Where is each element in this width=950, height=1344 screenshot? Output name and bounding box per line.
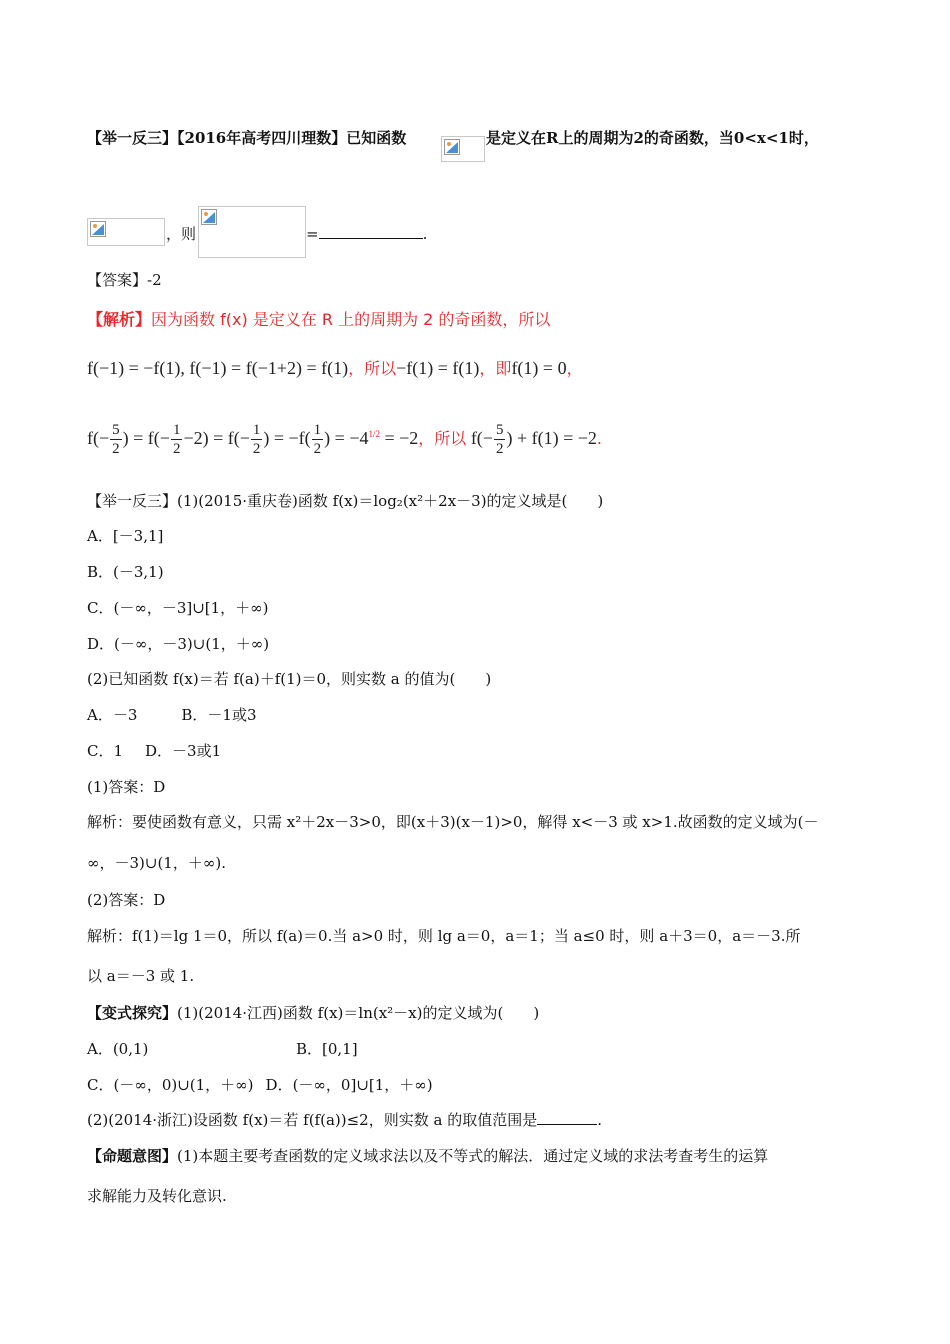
- example1-line1: [87, 128, 406, 148]
- variant-options-cd: C．(－∞，0)∪(1，＋∞) D．(－∞，0]∪[1，＋∞): [87, 1076, 433, 1094]
- intent-tag: 【命题意图】: [87, 1147, 178, 1165]
- q2-options-ab: A．－3 B．－1或3: [87, 706, 257, 724]
- then-text: ，则: [166, 225, 197, 243]
- intent-line1: 【命题意图】(1)本题主要考查函数的定义域求法以及不等式的解法．通过定义域的求法考查考生的运算: [87, 1147, 769, 1165]
- option-b: B．(－3,1): [87, 563, 164, 581]
- option-a: A．[－3,1]: [87, 527, 164, 545]
- answer-blank: [537, 1110, 597, 1125]
- answer1: 【答案】-2: [87, 271, 162, 289]
- explanation2-line1: 解析：f(1)＝lg 1＝0，所以 f(a)＝0.当 a>0 时，则 lg a＝0，a＝1；当 a≤0 时，则 a＋3＝0，a＝－3.所: [87, 927, 801, 945]
- analysis1-line2: f(− $\frac{5}{2}$ ) = f(− $\frac{1}{2}$ −2) = f(− $\frac{1}{2}$ ) = −f( $\frac{1}{2}$ ) = $-4^{1/2} = -2$，所以 f(− $\frac{5}{2}$ ) + f(1) = −2.: [87, 422, 602, 458]
- formula-image-placeholder: [87, 218, 165, 246]
- explanation1-line2: ∞，－3)∪(1，＋∞).: [87, 854, 226, 872]
- broken-image-icon: [444, 139, 460, 155]
- example1-tag: 【举一反三】【2016年高考四川理数】已知函数: [87, 129, 407, 147]
- example2-title: 【举一反三】(1)(2015·重庆卷)函数 f(x)＝log₂(x²＋2x－3)的定义域是( ): [87, 492, 604, 510]
- answer-blank-line: = .: [306, 225, 428, 243]
- variant-option-b: B．[0,1]: [296, 1040, 358, 1058]
- broken-image-icon: [201, 209, 217, 225]
- answer-part2: (2)答案：D: [87, 891, 166, 909]
- variant-options-ab: A．(0,1): [87, 1040, 149, 1058]
- question2: (2)已知函数 f(x)＝若 f(a)＋f(1)＝0，则实数 a 的值为( ): [87, 670, 492, 688]
- variant-tag: 【变式探究】: [87, 1004, 178, 1022]
- answer-blank: [319, 224, 423, 239]
- explanation1-line1: 解析：要使函数有意义，只需 x²＋2x－3>0，即(x＋3)(x－1)>0，解得 x<－3 或 x>1.故函数的定义域为(－: [87, 813, 819, 831]
- analysis-tag: 【解析】: [87, 310, 152, 329]
- formula-image-placeholder: [198, 206, 306, 258]
- explanation2-line2: 以 a＝－3 或 1.: [87, 967, 195, 985]
- variant-question2: (2)(2014·浙江)设函数 f(x)＝若 f(f(a))≤2，则实数 a 的取值范围是 .: [87, 1111, 602, 1129]
- answer-part1: (1)答案：D: [87, 778, 166, 796]
- option-d: D．(－∞，－3)∪(1，＋∞): [87, 635, 270, 653]
- broken-image-icon: [90, 221, 106, 237]
- option-c: C．(－∞，－3]∪[1，＋∞): [87, 599, 269, 617]
- example1-line1-rest: 是定义在R上的周期为2的奇函数，当0<x<1时，: [486, 129, 819, 147]
- analysis1-line1: f(−1) = −f(1), f(−1) = f(−1+2) = f(1)，所以−f(1) = f(1)，即f(1) = 0，: [87, 358, 583, 378]
- formula-image-placeholder: [441, 136, 485, 162]
- analysis1-intro: 【解析】因为函数 f(x) 是定义在 R 上的周期为 2 的奇函数，所以: [87, 310, 551, 329]
- variant-title: 【变式探究】(1)(2014·江西)函数 f(x)＝ln(x²－x)的定义域为( ): [87, 1004, 540, 1022]
- intent-line2: 求解能力及转化意识.: [87, 1187, 227, 1205]
- q2-options-cd: C．1 D．－3或1: [87, 742, 222, 760]
